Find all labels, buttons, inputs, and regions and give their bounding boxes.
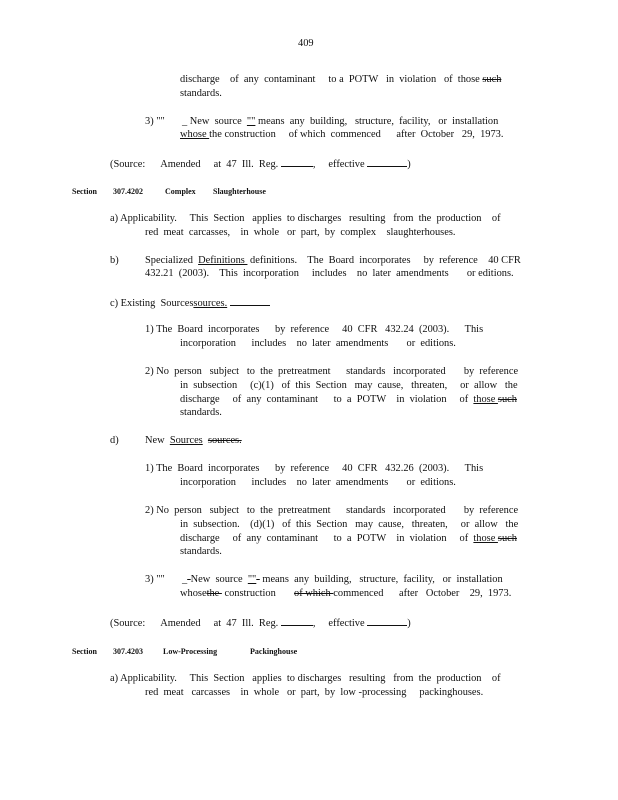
- paragraph-line: red meat carcasses in whole or part, by low -processing packinghouses.: [145, 687, 484, 698]
- paragraph-line: _ New source "" means any building, structure, facility, or installation: [182, 116, 499, 127]
- paragraph-line: 2) No person subject to the pretreatment standards incorporated by reference: [145, 366, 519, 377]
- paragraph-line: discharge of any contaminant to a POTW in violation of those such: [180, 533, 517, 544]
- paragraph-line: 1) The Board incorporates by reference 40 CFR 432.24 (2003). This: [145, 324, 484, 335]
- paragraph-line: a) Applicability. This Section applies to discharges resulting from the production of: [110, 213, 501, 224]
- section-number: 307.4202: [113, 187, 143, 196]
- paragraph-line: _-New source ""- means any building, structure, facility, or installation: [182, 574, 503, 585]
- paragraph-line: whosethe construction of which commenced after October 29, 1973.: [180, 588, 512, 599]
- paragraph-line: standards.: [180, 546, 222, 557]
- paragraph-line: in subsection (c)(1) of this Section may cause, threaten, or allow the: [180, 380, 518, 391]
- page-number: 409: [298, 38, 314, 49]
- paragraph-line: whose the construction of which commenced after October 29, 1973.: [180, 129, 504, 140]
- paragraph-line: incorporation includes no later amendments or editions.: [180, 338, 456, 349]
- section-title: Packinghouse: [250, 647, 298, 656]
- item-label: 3) "": [145, 116, 165, 127]
- section-number: 307.4203: [113, 647, 143, 656]
- source-note: (Source: Amended at 47 Ill. Reg. , effective ): [110, 618, 411, 629]
- item-label: b): [110, 255, 119, 266]
- paragraph-line: standards.: [180, 88, 222, 99]
- paragraph-line: 1) The Board incorporates by reference 40 CFR 432.26 (2003). This: [145, 463, 484, 474]
- paragraph-line: Specialized Definitions definitions. The Board incorporates by reference 40 CFR: [145, 255, 521, 266]
- section-label: Section: [72, 187, 97, 196]
- paragraph-line: 2) No person subject to the pretreatment standards incorporated by reference: [145, 505, 519, 516]
- paragraph-line: standards.: [180, 407, 222, 418]
- paragraph-line: in subsection. (d)(1) of this Section may cause, threaten, or allow the: [180, 519, 519, 530]
- section-title: Complex: [165, 187, 196, 196]
- item-label: d): [110, 435, 119, 446]
- paragraph-line: discharge of any contaminant to a POTW in violation of those such: [180, 74, 502, 85]
- paragraph-line: red meat carcasses, in whole or part, by complex slaughterhouses.: [145, 227, 456, 238]
- section-title: Low-Processing: [163, 647, 218, 656]
- source-note: (Source: Amended at 47 Ill. Reg. , effective ): [110, 159, 411, 170]
- subsection-heading: New Sources sources.: [145, 435, 242, 446]
- paragraph-line: 432.21 (2003). This incorporation includes no later amendments or editions.: [145, 268, 514, 279]
- section-label: Section: [72, 647, 97, 656]
- item-label: 3) "": [145, 574, 165, 585]
- subsection-heading: c) Existing Sourcessources.: [110, 296, 270, 310]
- section-title: Slaughterhouse: [213, 187, 266, 196]
- paragraph-line: a) Applicability. This Section applies to discharges resulting from the production of: [110, 673, 501, 684]
- paragraph-line: incorporation includes no later amendments or editions.: [180, 477, 456, 488]
- paragraph-line: discharge of any contaminant to a POTW in violation of those such: [180, 394, 517, 405]
